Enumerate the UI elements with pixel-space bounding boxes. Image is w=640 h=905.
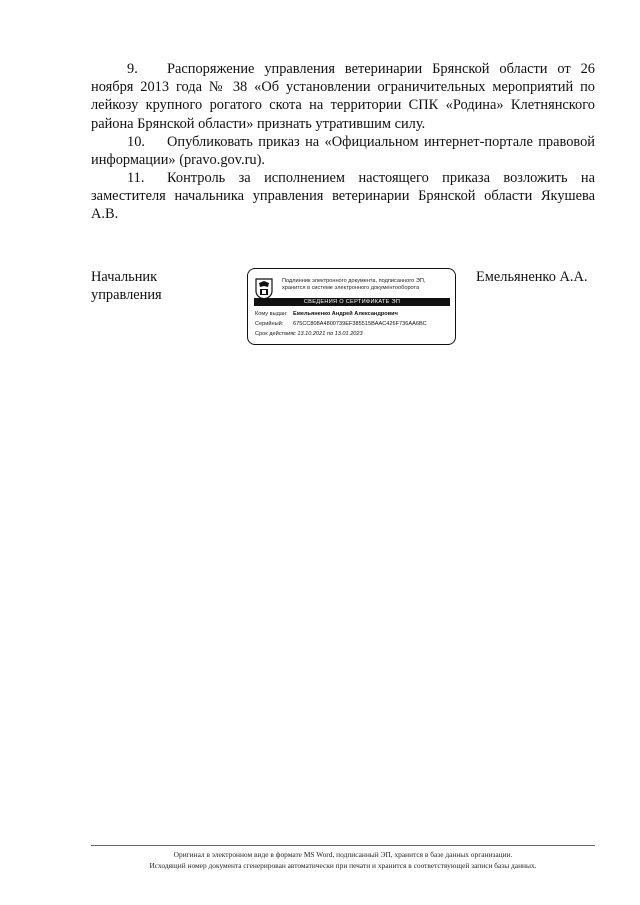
stamp-header <box>282 278 425 292</box>
paragraph-number: 11. <box>127 170 145 186</box>
coat-of-arms-icon <box>255 278 273 300</box>
paragraph-number: 10. <box>127 134 145 150</box>
serial-label: Серийный: <box>255 321 284 327</box>
electronic-signature-stamp <box>247 268 456 345</box>
paragraph-11 <box>91 169 595 224</box>
footer-line: Исходящий номер документа сгенерирован автоматически при печати и хранится в соответствующей записи базы данных. <box>149 861 537 870</box>
footer-line: Оригинал в электронном виде в формате MS Word, подписанный ЭП, хранится в базе данных организации. <box>173 850 513 859</box>
validity-value: с 13.10.2021 по 13.01.2023 <box>293 331 363 337</box>
signatory-name: Емельяненко А.А. <box>476 269 588 285</box>
stamp-validity-row <box>255 331 363 338</box>
paragraph-10 <box>91 133 595 169</box>
serial-value: 675CC808A4800739EF385515BAAC426F736AA6BC <box>293 321 427 327</box>
signatory-position <box>91 268 162 304</box>
stamp-header-line: хранится в системе электронного документооборота <box>282 285 420 291</box>
paragraph-text: Опубликовать приказ на «Официальном интернет-портале правовой информации» (pravo.gov.ru). <box>91 134 595 169</box>
stamp-issued-to-row <box>255 311 398 318</box>
paragraph-number: 9. <box>127 61 138 77</box>
paragraph-9 <box>91 60 595 133</box>
issued-to-label: Кому выдан: <box>255 311 288 317</box>
position-line: Начальник <box>91 269 158 285</box>
issued-to-value: Емельяненко Андрей Александрович <box>293 311 398 317</box>
footer-divider <box>91 845 595 846</box>
validity-label: Срок действия: <box>255 331 295 337</box>
stamp-serial-row <box>255 321 427 328</box>
page-footer <box>91 849 595 871</box>
position-line: управления <box>91 287 162 304</box>
paragraph-text: Распоряжение управления ветеринарии Брянской области от 26 ноября 2013 года № 38 «Об установлении ограничительных мероприятий по лейкозу крупного рогатого скота на территории СПК «Родина» Клетнянского района Брянской области» признать утратившим силу. <box>91 61 595 132</box>
paragraph-text: Контроль за исполнением настоящего приказа возложить на заместителя начальника управления ветеринарии Брянской области Якушева А.В. <box>91 170 595 223</box>
stamp-header-line: Подлинник электронного документа, подписанного ЭП, <box>282 278 426 284</box>
stamp-title: СВЕДЕНИЯ О СЕРТИФИКАТЕ ЭП <box>254 298 450 306</box>
